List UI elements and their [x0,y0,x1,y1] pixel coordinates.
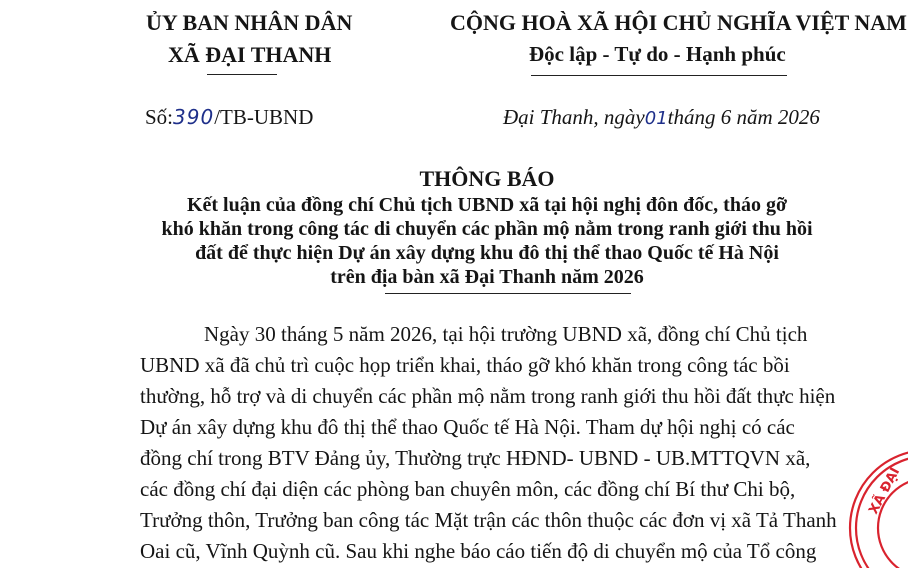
subject-line-4: trên địa bàn xã Đại Thanh năm 2026 [330,266,644,288]
date-prefix: Đại Thanh, ngày [503,105,645,129]
body-line: các đồng chí đại diện các phòng ban chuyên môn, các đồng chí Bí thư Chi bộ, [140,477,796,501]
subject-underline [385,293,631,294]
national-motto: Độc lập - Tự do - Hạnh phúc [529,42,786,66]
agency-underline [207,74,277,75]
body-line: thường, hỗ trợ và di chuyển các phần mộ nằm trong ranh giới thu hồi đất thực hiện [140,384,836,408]
date-suffix: tháng 6 năm 2026 [667,105,820,129]
document-number-suffix: /TB-UBND [214,105,314,129]
body-line: Trưởng thôn, Trưởng ban công tác Mặt trận các thôn thuộc các đơn vị xã Tả Thanh [140,508,837,532]
subject-line-1: Kết luận của đồng chí Chủ tịch UBND xã tại hội nghị đôn đốc, tháo gỡ [186,194,788,216]
national-title: CỘNG HOÀ XÃ HỘI CHỦ NGHĨA VIỆT NAM [450,10,907,35]
body-line: UBND xã đã chủ trì cuộc họp triển khai, tháo gỡ khó khăn trong công tác bồi [140,353,790,377]
body-line: đồng chí trong BTV Đảng ủy, Thường trực HĐND- UBND - UB.MTTQVN xã, [140,446,811,470]
date-day-handwritten: 01 [644,108,668,129]
official-seal-icon [840,420,908,568]
document-number [145,105,313,130]
commune-name: XÃ ĐẠI THANH [168,42,332,67]
date-line [503,105,820,130]
seal-rings [850,450,908,568]
subject-line-3: đất để thực hiện Dự án xây dựng khu đô thị thể thao Quốc tế Hà Nội [195,242,779,264]
body-line: Oai cũ, Vĩnh Quỳnh cũ. Sau khi nghe báo cáo tiến độ di chuyển mộ của Tổ công [140,539,817,563]
seal-text: XÃ ĐẠI [866,465,904,517]
body-line: Ngày 30 tháng 5 năm 2026, tại hội trường UBND xã, đồng chí Chủ tịch [204,322,808,346]
document-number-prefix: Số: [145,105,174,129]
motto-underline [531,75,787,76]
body-line: Dự án xây dựng khu đô thị thể thao Quốc tế Hà Nội. Tham dự hội nghị có các [140,415,795,439]
document-title: THÔNG BÁO [419,166,555,191]
document-number-handwritten: 390 [173,105,215,129]
subject-line-2: khó khăn trong công tác di chuyển các phần mộ nằm trong ranh giới thu hồi [161,218,813,240]
agency-name: ỦY BAN NHÂN DÂN [146,10,353,35]
